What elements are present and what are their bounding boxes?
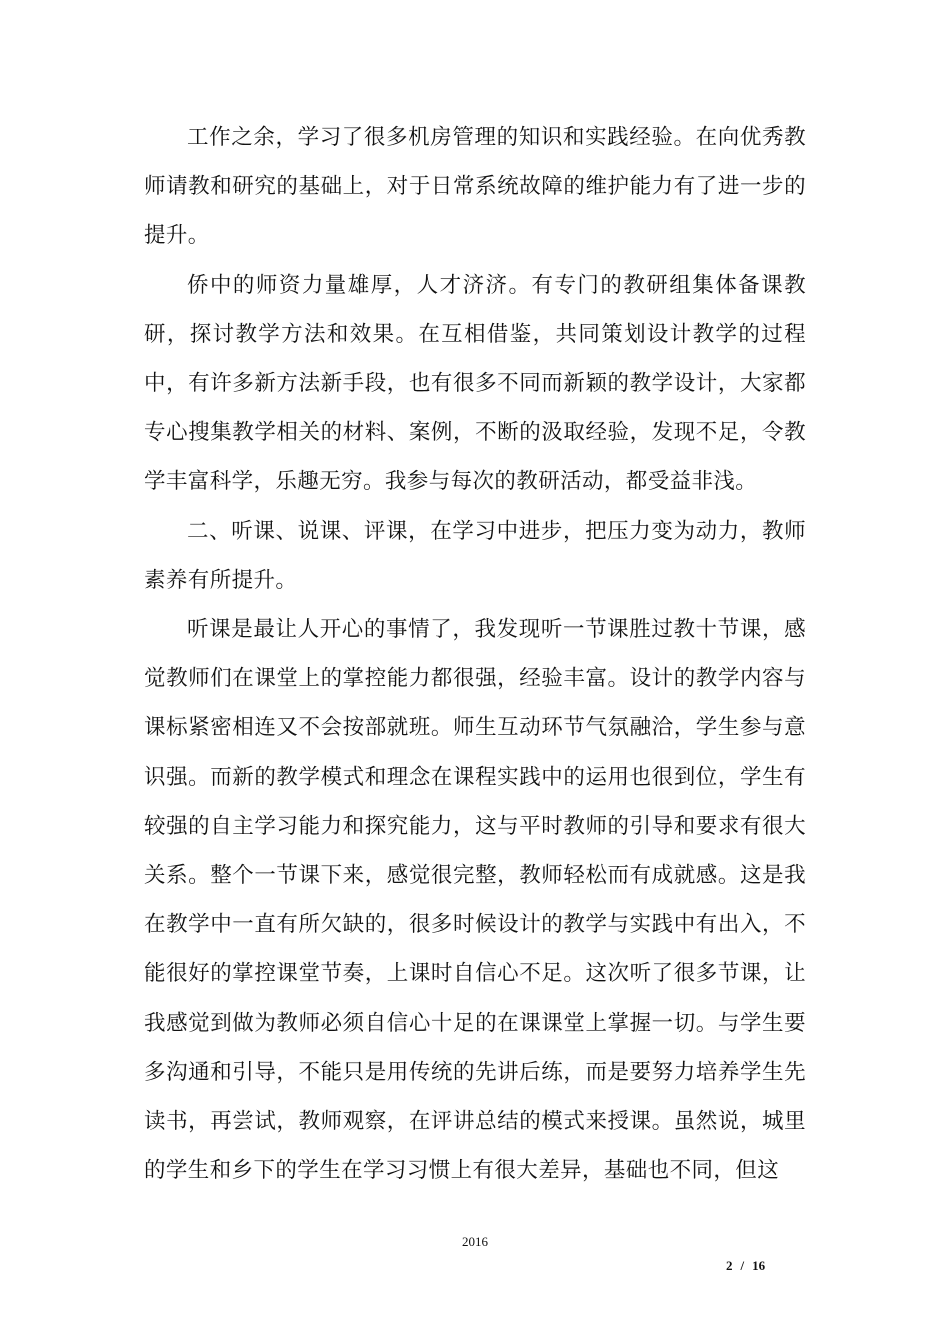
page-total: 16: [752, 1258, 766, 1273]
page-current: 2: [726, 1258, 733, 1273]
page-separator: /: [740, 1258, 745, 1273]
paragraph: 工作之余，学习了很多机房管理的知识和实践经验。在向优秀教师请教和研究的基础上，对于日常系统故障的维护能力有了进一步的提升。: [144, 125, 806, 249]
footer-year: 2016: [462, 1234, 488, 1249]
document-body: [144, 113, 806, 1195]
page-number: [726, 1258, 765, 1274]
paragraph: 听课是最让人开心的事情了，我发现听一节课胜过教十节课，感觉教师们在课堂上的掌控能力都很强，经验丰富。设计的教学内容与课标紧密相连又不会按部就班。师生互动环节气氛融洽，学生参与意识强。而新的教学模式和理念在课程实践中的运用也很到位，学生有较强的自主学习能力和探究能力，这与平时教师的引导和要求有很大关系。整个一节课下来，感觉很完整，教师轻松而有成就感。这是我在教学中一直有所欠缺的，很多时候设计的教学与实践中有出入，不能很好的掌控课堂节奏，上课时自信心不足。这次听了很多节课，让我感觉到做为教师必须自信心十足的在课课堂上掌握一切。与学生要多沟通和引导，不能只是用传统的先讲后练，而是要努力培养学生先读书，再尝试，教师观察，在评讲总结的模式来授课。虽然说，城里的学生和乡下的学生在学习习惯上有很大差异，基础也不同，但这: [144, 617, 806, 1184]
paragraph: 侨中的师资力量雄厚，人才济济。有专门的教研组集体备课教研，探讨教学方法和效果。在互相借鉴，共同策划设计教学的过程中，有许多新方法新手段，也有很多不同而新颖的教学设计，大家都专心搜集教学相关的材料、案例，不断的汲取经验，发现不足，令教学丰富科学，乐趣无穷。我参与每次的教研活动，都受益非浅。: [144, 272, 806, 495]
paragraph: 二、听课、说课、评课，在学习中进步，把压力变为动力，教师素养有所提升。: [144, 518, 806, 593]
